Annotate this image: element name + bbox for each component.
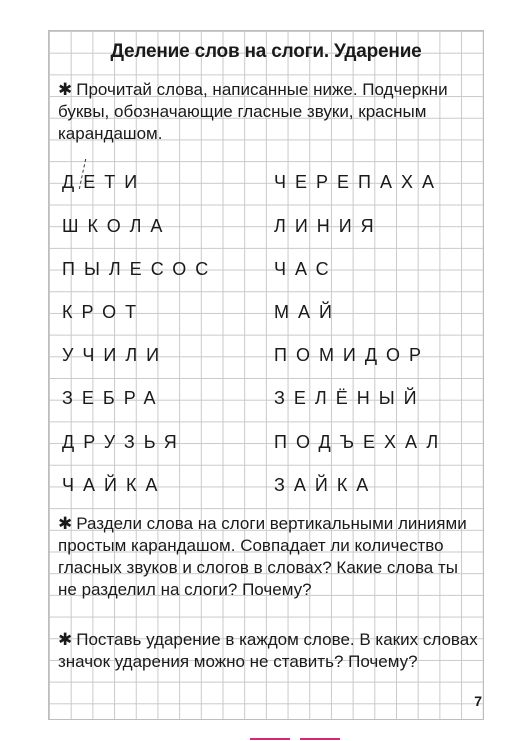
- asterisk-icon: ✱: [58, 630, 73, 649]
- task-2: [58, 513, 478, 601]
- task-1: [58, 79, 478, 145]
- word-left: ДРУЗЬЯ: [62, 432, 186, 452]
- word-right: ЧЕРЕПАХА: [274, 172, 443, 192]
- word-left: ШКОЛА: [62, 216, 172, 236]
- page-title: Деление слов на слоги. Ударение: [110, 41, 422, 62]
- word-right: ПОДЪЕХАЛ: [274, 432, 448, 452]
- footer-mark: [300, 738, 340, 740]
- word-left: ПЫЛЕСОС: [62, 259, 218, 279]
- word-right: ЗАЙКА: [274, 475, 378, 495]
- word-left: ДЕТИ: [62, 172, 147, 192]
- word-right: ЛИНИЯ: [274, 216, 383, 236]
- word-right: ПОМИДОР: [274, 345, 431, 365]
- word-left: УЧИЛИ: [62, 345, 169, 365]
- asterisk-icon: ✱: [58, 80, 73, 99]
- task-1-text: Прочитай слова, написанные ниже. Подчеркни буквы, обозначающие гласные звуки, красным карандашом.: [58, 80, 448, 143]
- word-right: МАЙ: [274, 302, 341, 322]
- word-right: ЗЕЛЁНЫЙ: [274, 388, 426, 408]
- word-left: ЧАЙКА: [62, 475, 167, 495]
- task-3: [58, 629, 478, 673]
- word-right: ЧАС: [274, 259, 338, 279]
- footer-mark: [250, 738, 290, 740]
- asterisk-icon: ✱: [58, 514, 73, 533]
- page-number: 7: [474, 693, 482, 709]
- word-left: ЗЕБРА: [62, 388, 165, 408]
- task-2-text: Раздели слова на слоги вертикальными линиями простым карандашом. Совпадает ли количество гласных звуков и слогов в словах? Какие слова ты не разделил на слоги? Почему?: [58, 514, 467, 599]
- task-3-text: Поставь ударение в каждом слове. В каких словах значок ударения можно не ставить? Почему?: [58, 630, 478, 671]
- worksheet: [48, 30, 484, 720]
- word-left: КРОТ: [62, 302, 146, 322]
